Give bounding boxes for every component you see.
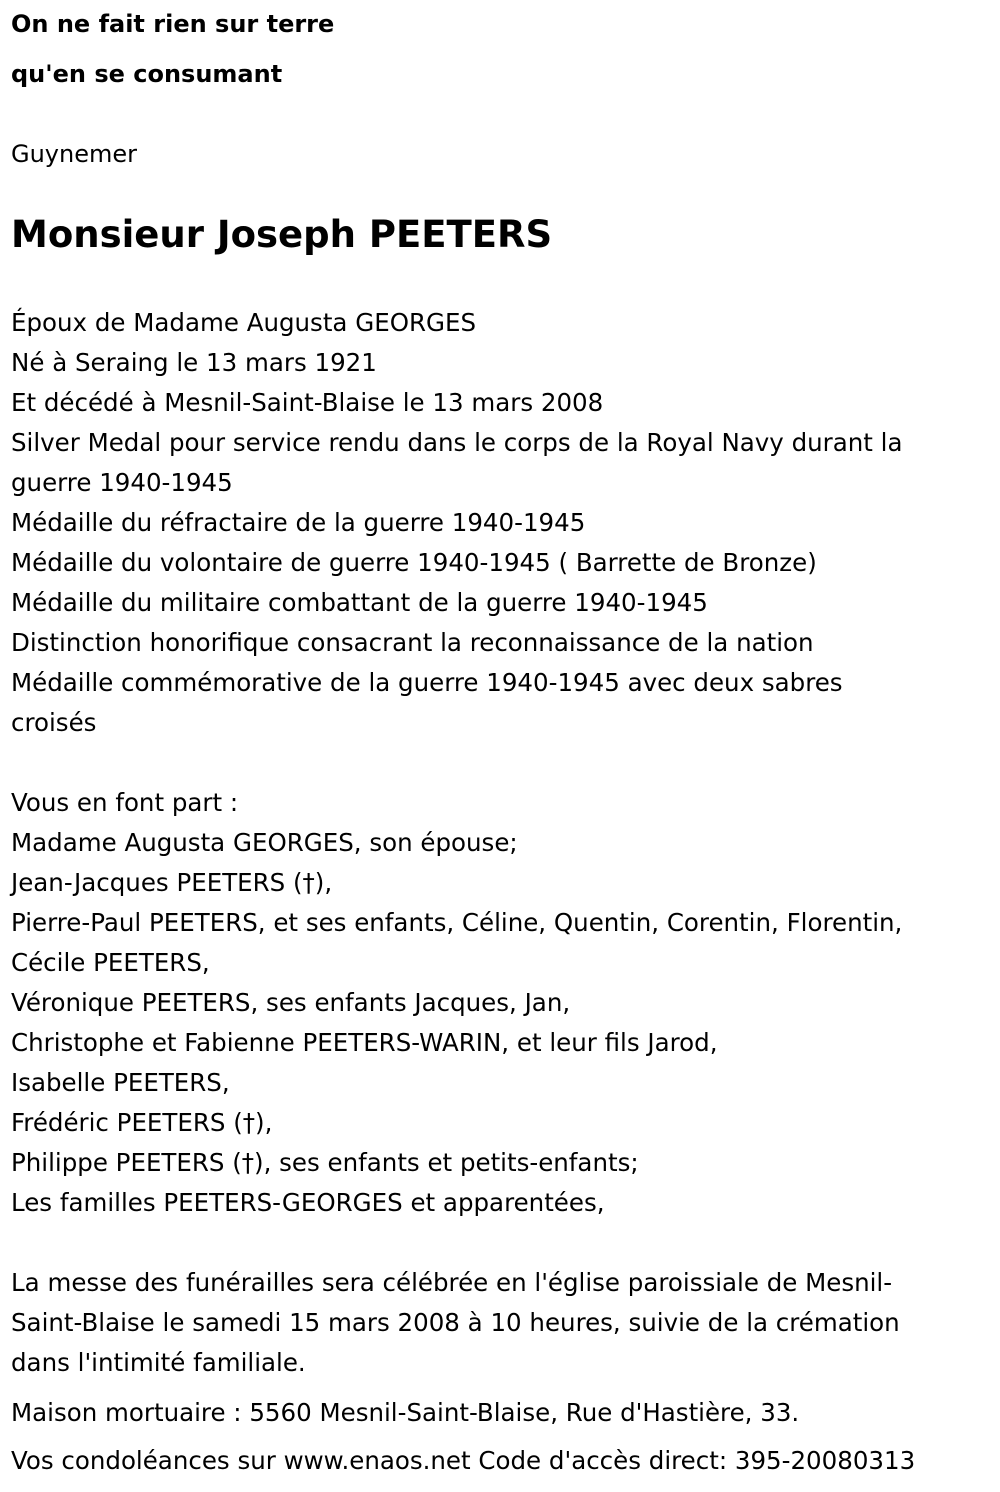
biography-line: Médaille du militaire combattant de la guerre 1940-1945 [11,588,708,617]
biography-line: guerre 1940-1945 [11,468,233,497]
biography-line: Médaille commémorative de la guerre 1940-1945 avec deux sabres [11,668,843,697]
funeral-section [11,1263,989,1383]
biography-line: Médaille du réfractaire de la guerre 1940-1945 [11,508,586,537]
family-line: Pierre-Paul PEETERS, et ses enfants, Céline, Quentin, Corentin, Florentin, [11,908,903,937]
biography-line: Silver Medal pour service rendu dans le corps de la Royal Navy durant la [11,428,903,457]
family-line: Vous en font part : [11,788,239,817]
family-line: Isabelle PEETERS, [11,1068,230,1097]
funeral-line: La messe des funérailles sera célébrée en l'église paroissiale de Mesnil- [11,1268,893,1297]
mortuary-address: Maison mortuaire : 5560 Mesnil-Saint-Blaise, Rue d'Hastière, 33. [11,1398,800,1427]
family-line: Madame Augusta GEORGES, son épouse; [11,828,518,857]
family-line: Frédéric PEETERS (†), [11,1108,273,1137]
condolences-info: Vos condoléances sur www.enaos.net Code d'accès direct: 395-20080313 [11,1446,916,1475]
biography-line: croisés [11,708,97,737]
biography-line: Et décédé à Mesnil-Saint-Blaise le 13 mars 2008 [11,388,604,417]
epigraph-author: Guynemer [11,140,137,168]
biography-section [11,303,989,743]
family-line: Véronique PEETERS, ses enfants Jacques, Jan, [11,988,571,1017]
family-line: Les familles PEETERS-GEORGES et apparentées, [11,1188,605,1217]
biography-line: Né à Seraing le 13 mars 1921 [11,348,377,377]
biography-line: Époux de Madame Augusta GEORGES [11,308,477,337]
epigraph-line-2: qu'en se consumant [11,60,283,88]
family-line: Christophe et Fabienne PEETERS-WARIN, et leur fils Jarod, [11,1028,718,1057]
family-line: Cécile PEETERS, [11,948,210,977]
funeral-line: dans l'intimité familiale. [11,1348,306,1377]
family-line: Philippe PEETERS (†), ses enfants et petits-enfants; [11,1148,639,1177]
biography-line: Médaille du volontaire de guerre 1940-1945 ( Barrette de Bronze) [11,548,817,577]
funeral-line: Saint-Blaise le samedi 15 mars 2008 à 10 heures, suivie de la crémation [11,1308,900,1337]
biography-line: Distinction honorifique consacrant la reconnaissance de la nation [11,628,814,657]
family-section [11,783,989,1223]
family-line: Jean-Jacques PEETERS (†), [11,868,333,897]
epigraph-line-1: On ne fait rien sur terre [11,10,335,38]
deceased-name: Monsieur Joseph PEETERS [11,213,553,256]
